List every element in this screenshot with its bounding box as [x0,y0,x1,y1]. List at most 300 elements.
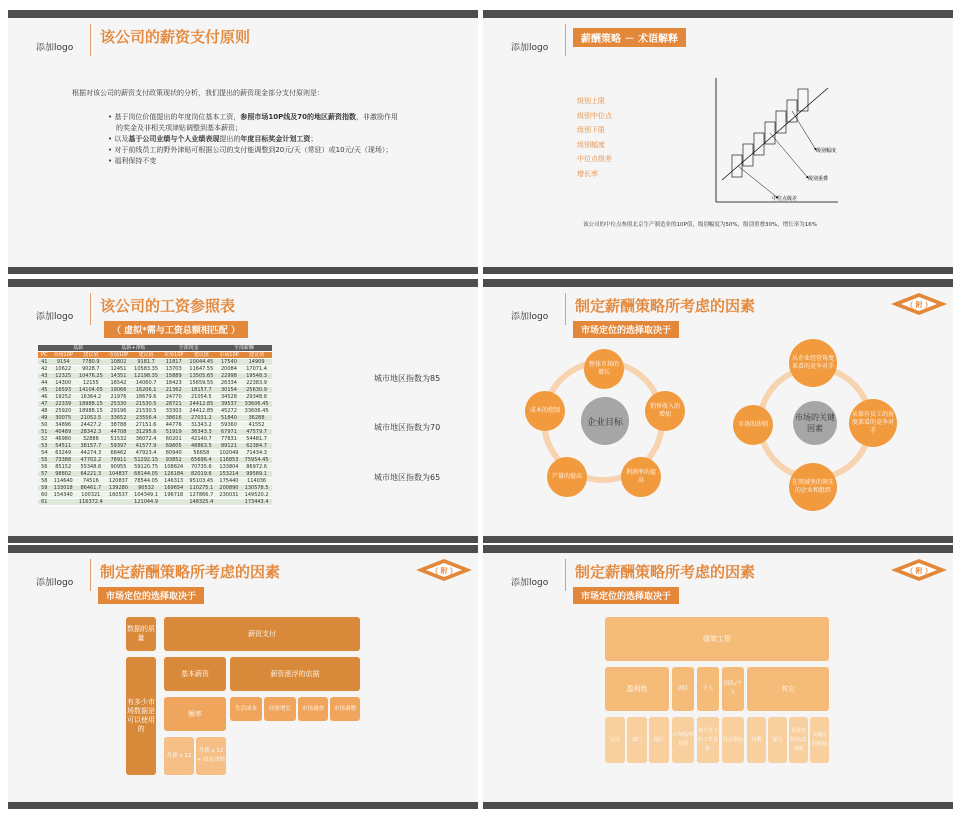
column-header: PC [38,352,51,359]
table-cell: 41552 [242,422,272,429]
table-row [38,408,272,415]
other-box: 其它 [747,667,829,711]
table-cell: 36288 [242,415,272,422]
term-item: 级别中位点 [577,111,612,120]
item-region: 地区 [649,717,669,763]
table-cell: 43 [38,373,51,380]
top-bar [8,279,478,287]
table-cell: 230031 [216,492,241,499]
table-cell: 47 [38,401,51,408]
table-cell: 80940 [161,450,186,457]
table-row [38,401,272,408]
table-cell: 36072.4 [131,436,161,443]
factor-business-competitor: 从企业经营角度来看的竞争对手 [789,339,837,387]
table-cell: 30075 [51,415,76,422]
table-cell: 34528 [216,394,241,401]
team-individual-box: 团队/个人 [722,667,744,711]
label-range: 级别幅度 [816,148,837,154]
table-row [38,436,272,443]
table-cell: 120837 [106,478,131,485]
table-cell: 160537 [106,492,131,499]
table-cell: 71434.3 [242,450,272,457]
title-separator [90,293,91,325]
logo-placeholder: 添加logo [511,43,549,53]
table-cell: 48 [38,408,51,415]
table-cell: 44 [38,380,51,387]
table-cell: 27031.2 [186,415,216,422]
table-cell: 45272 [216,408,241,415]
table-cell: 175440 [216,478,241,485]
table-cell: 196718 [161,492,186,499]
top-bar [483,279,953,287]
table-cell: 200890 [216,485,241,492]
table-cell: 38788 [106,422,131,429]
table-row [38,464,272,471]
table-cell: 54 [38,450,51,457]
table-cell: 25630.9 [242,387,272,394]
table-cell: 64221.3 [76,471,106,478]
table-cell: 24770 [161,394,186,401]
column-header: 建议值 [186,352,216,359]
table-cell: 16593 [51,387,76,394]
title-separator [565,559,566,591]
item-employee-goal: 每个员工的工作目标 [697,717,719,763]
item-composite-index: 综合指标 [722,717,744,763]
table-cell: 7780.9 [76,359,106,366]
table-cell: 60201 [161,436,186,443]
table-cell: 130578.5 [242,485,272,492]
factor-retention-competitor: 从保有员工的角度来看的竞争对手 [849,399,897,447]
table-cell: 18423 [161,380,186,387]
table-cell: 14104.05 [76,387,106,394]
table-cell: 51 [38,429,51,436]
item-key-reward: 关键点的奖励 [810,717,829,763]
principle-item: • 以及基于公司业绩与个人业绩表现提出的年度目标奖金计划工资； [108,135,318,143]
table-cell: 16542 [106,380,131,387]
table-cell: 24412.85 [186,408,216,415]
table-row [38,394,272,401]
profitability-box: 盈利性 [605,667,669,711]
table-cell: 108824 [161,464,186,471]
table-cell: 146313 [161,478,186,485]
table-cell: 39537 [216,401,241,408]
factor-leading-organizations: 在领域里的领先的企业和组织 [789,463,837,511]
bottom-bar [8,802,478,809]
item-recruiting: 招聘 [747,717,766,763]
factor-market-rules: 市场的法则 [733,405,773,445]
title-separator [90,24,91,56]
label-overlap: 级别重叠 [808,176,829,182]
table-cell: 51292.15 [131,457,161,464]
table-row [38,373,272,380]
logo-placeholder: 添加logo [36,43,74,53]
term-item: 中位点级差 [577,155,612,163]
column-header: 市场10P [106,352,131,359]
table-cell: 110275.1 [186,485,216,492]
table-cell: 26334 [216,380,241,387]
svg-text:（ 附 ）: （ 附 ） [906,567,932,575]
bottom-bar [8,536,478,543]
factor-market-growth: 整体市场的增长 [584,349,624,389]
table-cell: 41577.9 [131,443,161,450]
table-cell: 104349.1 [131,492,161,499]
intro-text: 根据对该公司的薪资支付政策现状的分析，我们提出的薪资现金部分支付原则是： [72,89,324,97]
table-cell: 114640 [51,478,76,485]
table-row [38,387,272,394]
table-cell: 56 [38,464,51,471]
table-cell: 153214 [216,471,241,478]
principle-item: • 对于前线员工的野外津贴可根据公司的支付能调整到20元/天（常驻）或10元/天（现场）； [108,146,393,154]
factor-output: 产量的提高 [547,457,587,497]
table-cell: 22998 [216,373,241,380]
table-cell: 102049 [216,450,241,457]
monthly-x12-box: 月薪 x 12 [164,737,194,775]
table-cell: 22383.9 [242,380,272,387]
section-tag: 市场定位的选择取决于 [573,321,679,338]
table-cell [216,499,241,506]
table-cell: 44708 [106,429,131,436]
appendix-badge [416,559,472,581]
table-cell: 18988.15 [76,408,106,415]
table-cell: 28721 [161,401,186,408]
top-bar [8,10,478,18]
slide-title: 制定薪酬策略所考虑的因素 [100,563,281,581]
table-row [38,366,272,373]
table-cell: 33303 [161,408,186,415]
table-cell: 46980 [51,436,76,443]
table-cell: 19066 [106,387,131,394]
market-survey-box: 市场调查 [298,697,328,721]
table-cell: 149520.2 [242,492,272,499]
table-cell: 73388 [51,457,76,464]
table-cell: 75954.45 [242,457,272,464]
principle-list [108,112,448,167]
table-cell [161,499,186,506]
table-row [38,380,272,387]
table-row [38,443,272,450]
table-cell: 10622 [51,366,76,373]
table-cell: 17071.4 [242,366,272,373]
top-bar [8,545,478,553]
table-cell: 51840 [216,415,241,422]
top-bar [483,545,953,553]
svg-text:（ 附 ）: （ 附 ） [906,301,932,309]
table-cell: 9181.7 [131,359,161,366]
table-cell: 21054.5 [186,394,216,401]
term-item: 增长率 [577,169,598,178]
table-cell: 21362 [161,387,186,394]
table-cell: 59397 [106,443,131,450]
table-row [38,478,272,485]
table-cell: 12155 [76,380,106,387]
table-cell: 47579.7 [242,429,272,436]
table-cell: 49 [38,415,51,422]
table-cell: 100321 [76,492,106,499]
factor-revenue-increase: 销售收入的增加 [645,391,685,431]
table-cell: 14351 [106,373,131,380]
table-cell: 28342.3 [76,429,106,436]
table-cell: 12451 [106,366,131,373]
table-cell: 31295.6 [131,429,161,436]
pay-adjust-basis-box: 薪资涨浮的依据 [230,657,360,691]
table-row [38,450,272,457]
table-cell: 27151.6 [131,422,161,429]
table-cell: 40489 [51,429,76,436]
city-index-85: 城市地区指数为85 [374,374,441,383]
table-cell: 51919 [161,429,186,436]
table-cell: 69805 [161,443,186,450]
table-cell: 38157.7 [76,443,106,450]
table-cell: 67971 [216,429,241,436]
city-index-65: 城市地区指数为65 [374,473,441,482]
column-header: 市场10P [51,352,76,359]
city-index-70: 城市地区指数为70 [374,423,441,432]
performance-pay-box: 绩效工资 [605,617,829,661]
table-cell: 34896 [51,422,76,429]
table-cell: 59 [38,485,51,492]
title-separator [565,293,566,325]
table-cell: 19548.3 [242,373,272,380]
table-cell: 47702.2 [76,457,106,464]
table-row [38,457,272,464]
table-cell: 14909 [242,359,272,366]
term-list [577,94,612,181]
section-tag: 市场定位的选择取决于 [573,587,679,604]
table-row [38,429,272,436]
table-cell: 9154 [51,359,76,366]
table-cell: 46 [38,394,51,401]
table-cell: 21530.5 [131,408,161,415]
title-separator [565,24,566,56]
table-cell: 93852 [161,457,186,464]
table-cell: 57 [38,471,51,478]
table-cell: 173443.4 [242,499,272,506]
table-cell: 114036 [242,478,272,485]
table-cell: 14300 [51,380,76,387]
table-cell: 154340 [51,492,76,499]
table-row [38,415,272,422]
table-cell: 10476.25 [76,373,106,380]
section-tag: 薪酬策略 － 术语解释 [573,28,686,47]
table-cell: 19252 [51,394,76,401]
table-cell: 82019.6 [186,471,216,478]
market-adjust-box: 市场调整 [330,697,360,721]
slide-salary-table [8,279,478,543]
table-row [38,471,272,478]
group-header: 全部现金 [161,345,216,352]
table-cell: 59360 [216,422,241,429]
table-cell: 30154 [216,387,241,394]
table-cell: 11647.55 [186,366,216,373]
principle-item: • 福利保持不变 [108,157,157,165]
experience-growth-box: 经验增长 [264,697,296,721]
table-cell: 15659.55 [186,380,216,387]
table-cell: 54511 [51,443,76,450]
term-item: 级别上限 [577,97,605,105]
slide-title: 该公司的薪资支付原则 [100,28,251,46]
group-header: 全部薪酬 [216,345,271,352]
table-cell: 38616 [161,415,186,422]
table-cell: 23556.4 [131,415,161,422]
table-cell: 18988.15 [76,401,106,408]
table-cell: 169654 [161,485,186,492]
table-cell: 22339 [51,401,76,408]
table-cell: 121044.9 [131,499,161,506]
table-cell: 48863.5 [186,443,216,450]
table-cell: 77831 [216,436,241,443]
market-data-box: 有多少市场数据是可以使用的 [126,657,156,775]
table-cell: 68462 [106,450,131,457]
table-cell: 16206.1 [131,387,161,394]
table-cell: 25330 [106,401,131,408]
table-cell: 36343.3 [186,429,216,436]
table-cell: 24412.85 [186,401,216,408]
table-cell: 56658 [186,450,216,457]
item-work-group: 工作组/项目组 [672,717,694,763]
table-cell: 33606.45 [242,401,272,408]
table-cell: 11817 [161,359,186,366]
table-cell: 61 [38,499,51,506]
slide-factors-circles [483,279,953,543]
frequency-box: 频率 [164,697,226,731]
top-bar [483,10,953,18]
table-cell: 12325 [51,373,76,380]
item-company: 公司 [605,717,625,763]
table-cell: 104837 [106,471,131,478]
appendix-badge [891,293,947,315]
appendix-badge [891,559,947,581]
table-cell: 42 [38,366,51,373]
factor-profit-margin: 利润率的提高 [621,457,661,497]
table-cell: 33652 [106,415,131,422]
table-cell: 47923.4 [131,450,161,457]
table-cell: 10044.45 [186,359,216,366]
table-cell: 24427.2 [76,422,106,429]
table-cell: 14060.7 [131,380,161,387]
svg-text:（ 附 ）: （ 附 ） [431,567,457,575]
table-cell: 90955 [106,464,131,471]
table-cell: 78911 [106,457,131,464]
table-cell: 20084 [216,366,241,373]
table-cell: 55348.8 [76,464,106,471]
table-cell: 42140.7 [186,436,216,443]
table-cell: 99589.1 [242,471,272,478]
term-item: 级别幅度 [577,140,605,149]
table-row [38,485,272,492]
bottom-bar [483,267,953,274]
table-cell: 10802 [106,359,131,366]
table-cell: 18679.6 [131,394,161,401]
table-cell: 78544.05 [131,478,161,485]
table-cell [106,499,131,506]
data-quality-box: 数据的质量 [126,617,156,651]
cost-of-living-box: 生活成本 [230,697,262,721]
table-row [38,359,272,366]
slide-title: 该公司的工资参照表 [100,297,236,315]
table-cell: 44776 [161,422,186,429]
logo-placeholder: 添加logo [36,578,74,588]
section-tag: （ 虚拟*需与工资总额相匹配 ） [104,321,248,338]
group-header: 基薪+津贴 [106,345,161,352]
slide-terminology [483,10,953,274]
table-cell: 51532 [106,436,131,443]
table-cell: 33606.45 [242,408,272,415]
principle-item: • 基于岗位价值提出的年度岗位基本工资，参照市场10P线及70的地区薪资指数，非激励作用 [108,113,398,121]
table-cell: 41 [38,359,51,366]
logo-placeholder: 添加logo [511,312,549,322]
table-cell: 63249 [51,450,76,457]
table-cell: 21530.5 [131,401,161,408]
table-cell: 85152 [51,464,76,471]
table-cell: 133804 [216,464,241,471]
table-cell: 29196 [106,408,131,415]
principle-item-cont: 的奖金及非相关项津贴调整到基本薪资； [116,124,242,132]
table-cell: 127866.7 [186,492,216,499]
table-cell: 74516 [76,478,106,485]
table-cell: 98802 [51,471,76,478]
salary-reference-table [38,345,272,506]
table-cell: 86972.6 [242,464,272,471]
table-cell: 15889 [161,373,186,380]
slide-factors-performance [483,545,953,809]
table-cell: 89121 [216,443,241,450]
table-cell: 16364.2 [76,394,106,401]
table-cell: 44274.3 [76,450,106,457]
market-key-center: 市场的关键因素 [793,401,837,445]
section-tag: 市场定位的选择取决于 [98,587,204,604]
base-salary-box: 基本薪资 [164,657,226,691]
logo-placeholder: 添加logo [36,312,74,322]
title-separator [90,559,91,591]
table-cell: 10583.35 [131,366,161,373]
table-cell: 25920 [51,408,76,415]
table-cell: 60 [38,492,51,499]
table-cell: 58 [38,478,51,485]
table-cell: 59120.75 [131,464,161,471]
table-cell: 126184 [161,471,186,478]
table-cell: 45 [38,387,51,394]
slide-title: 制定薪酬策略所考虑的因素 [575,297,756,315]
table-cell: 116853 [216,457,241,464]
column-header: 建议值 [131,352,161,359]
item-department: 部门 [627,717,647,763]
table-cell: 29348.8 [242,394,272,401]
item-project-effect: 项目的效应/忠诚度 [789,717,808,763]
table-cell: 12198.35 [131,373,161,380]
table-cell: 68144.05 [131,471,161,478]
table-cell: 55 [38,457,51,464]
group-header: 基薪 [51,345,106,352]
table-cell: 65696.4 [186,457,216,464]
bottom-bar [8,267,478,274]
table-cell: 9028.7 [76,366,106,373]
enterprise-goal-center: 企业目标 [581,397,629,445]
table-cell: 148325.4 [186,499,216,506]
bottom-bar [483,536,953,543]
label-mid-diff: 中位点级差 [772,196,798,202]
slide-title: 制定薪酬策略所考虑的因素 [575,563,756,581]
table-row [38,499,272,506]
term-item: 级别下限 [577,126,605,134]
table-cell: 31343.2 [186,422,216,429]
bottom-bar [483,802,953,809]
salary-structure-diagram [708,70,858,210]
table-cell: 90532 [131,485,161,492]
column-header: 建议值 [242,352,272,359]
factor-cost-control: 成本的控制 [525,391,565,431]
column-header: 市场10P [216,352,241,359]
logo-placeholder: 添加logo [511,578,549,588]
